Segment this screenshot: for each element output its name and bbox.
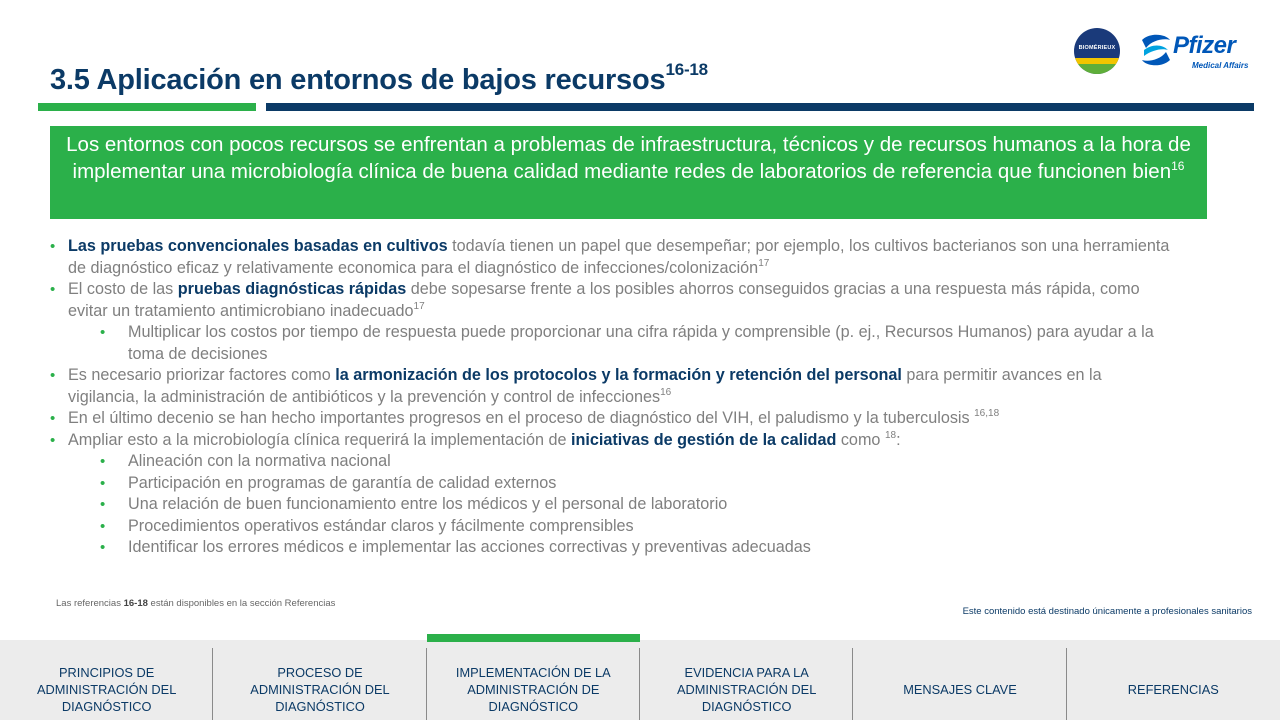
bullet-text: Una relación de buen funcionamiento entre los médicos y el personal de laboratorio	[128, 495, 728, 513]
bullet-icon: •	[50, 281, 56, 298]
bullet-icon: •	[100, 324, 106, 341]
bullet-text: Identificar los errores médicos e implementar las acciones correctivas y preventivas adecuadas	[128, 538, 811, 556]
bullet-icon: •	[50, 410, 56, 427]
bullet-icon: •	[50, 431, 56, 449]
bullet-progress-decade	[50, 408, 1170, 430]
bullet-conventional-tests	[50, 236, 1170, 279]
bullet-ref: 18	[884, 429, 897, 441]
bullet-quality-initiatives	[50, 430, 1170, 452]
sub-bullet-quality	[50, 537, 1170, 559]
bullet-bold: pruebas diagnósticas rápidas	[177, 280, 407, 298]
nav-implementacion[interactable]	[427, 640, 640, 720]
page-title	[50, 60, 708, 97]
nav-mensajes-clave[interactable]	[853, 640, 1066, 720]
bullet-icon: •	[100, 496, 106, 513]
biomerieux-logo-text: BIOMÉRIEUX	[1078, 45, 1116, 51]
biomerieux-logo	[1074, 28, 1120, 74]
nav-referencias[interactable]	[1067, 640, 1280, 720]
bullet-text: debe sopesarse frente a los posibles ahorros conseguidos gracias a una respuesta más rápida, como evitar un tratamiento antimicrobiano inadecuado	[68, 280, 1140, 320]
bullet-text: En el último decenio se han hecho importantes progresos en el proceso de diagnóstico del VIH, el paludismo y la tuberculosis	[68, 409, 975, 427]
bullet-rapid-tests	[50, 279, 1170, 322]
section-nav	[0, 640, 1280, 720]
banner-text: Los entornos con pocos recursos se enfrentan a problemas de infraestructura, técnicos y de recursos humanos a la hora de implementar una microbiología clínica de buena calidad mediante redes de laboratorios de referencia que funcionen bien	[66, 133, 1191, 183]
bullet-ref: 17	[413, 300, 425, 312]
sub-bullet-quality	[50, 451, 1170, 473]
title-underline-green	[38, 103, 256, 111]
nav-label: EVIDENCIA PARA LA ADMINISTRACIÓN DEL DIAGNÓSTICO	[676, 664, 817, 714]
bullet-bold: iniciativas de gestión de la calidad	[570, 430, 837, 449]
nav-label: PRINCIPIOS DE ADMINISTRACIÓN DEL DIAGNÓSTICO	[36, 664, 177, 714]
bullet-text: El costo de las	[68, 280, 178, 298]
bullet-content	[50, 236, 1170, 559]
nav-label: REFERENCIAS	[1127, 681, 1219, 697]
biomerieux-logo-band-green	[1074, 64, 1120, 74]
bullet-icon: •	[100, 453, 106, 470]
bullet-icon: •	[50, 238, 56, 255]
nav-label: MENSAJES CLAVE	[903, 681, 1017, 697]
bullet-bold: Las pruebas convencionales basadas en cultivos	[68, 237, 448, 255]
bullet-icon: •	[100, 474, 106, 492]
bullet-text: Multiplicar los costos por tiempo de respuesta puede proporcionar una cifra rápida y comprensible (p. ej., Recursos Humanos) para ayudar a la toma de decisiones	[128, 323, 1154, 363]
bullet-text: Procedimientos operativos estándar claros y fácilmente comprensibles	[128, 516, 634, 535]
nav-active-indicator	[427, 634, 640, 642]
references-note-range: 16-18	[123, 598, 148, 609]
pfizer-logo-subtitle: Medical Affairs	[1192, 61, 1249, 70]
bullet-text: Participación en programas de garantía de calidad externos	[128, 473, 557, 492]
banner-ref: 16	[1171, 159, 1185, 173]
bullet-text: Alineación con la normativa nacional	[128, 452, 391, 470]
bullet-icon: •	[100, 517, 106, 535]
nav-principios[interactable]	[0, 640, 213, 720]
nav-evidencia[interactable]	[640, 640, 853, 720]
pfizer-logo	[1136, 28, 1256, 72]
pfizer-logo-text: Pfizer	[1173, 32, 1236, 59]
bullet-icon: •	[50, 367, 56, 384]
bullet-text: :	[896, 430, 901, 449]
references-note	[56, 598, 335, 609]
sub-bullet-quality	[50, 473, 1170, 495]
sub-bullet-quality	[50, 494, 1170, 516]
nav-label: PROCESO DE ADMINISTRACIÓN DEL DIAGNÓSTICO	[250, 664, 390, 714]
bullet-ref: 16,18	[974, 408, 1000, 419]
pfizer-helix-icon	[1136, 30, 1176, 70]
hcp-disclaimer: Este contenido está destinado únicamente a profesionales sanitarios	[962, 606, 1252, 617]
bullet-text: Es necesario priorizar factores como	[68, 366, 336, 384]
page-title-text: 3.5 Aplicación en entornos de bajos recursos	[50, 64, 666, 96]
bullet-bold: la armonización de los protocolos y la formación y retención del personal	[335, 366, 902, 384]
bullet-text: como	[836, 430, 885, 449]
bullet-text: para permitir avances en la vigilancia, la administración de antibióticos y la prevención y control de infecciones	[68, 366, 1102, 406]
bullet-text: Ampliar esto a la microbiología clínica requerirá la implementación de	[68, 430, 571, 449]
page-title-ref: 16-18	[665, 60, 708, 79]
nav-label: IMPLEMENTACIÓN DE LA ADMINISTRACIÓN DE DIAGNÓSTICO	[455, 664, 611, 714]
bullet-text: todavía tienen un papel que desempeñar; por ejemplo, los cultivos bacterianos son una herramienta de diagnóstico eficaz y relativamente economica para el diagnóstico de infecciones/colonización	[68, 237, 1170, 277]
bullet-icon: •	[100, 539, 106, 556]
title-underline-navy	[266, 103, 1254, 111]
sub-bullet-cost-time	[50, 322, 1170, 365]
bullet-ref: 16	[660, 386, 672, 398]
key-message-banner	[50, 126, 1207, 219]
bullet-prioritize-factors	[50, 365, 1170, 408]
references-note-text: Las referencias	[56, 598, 124, 609]
nav-proceso[interactable]	[213, 640, 426, 720]
sub-bullet-quality	[50, 516, 1170, 538]
references-note-text: están disponibles en la sección Referencias	[147, 598, 336, 609]
bullet-ref: 17	[758, 257, 770, 269]
